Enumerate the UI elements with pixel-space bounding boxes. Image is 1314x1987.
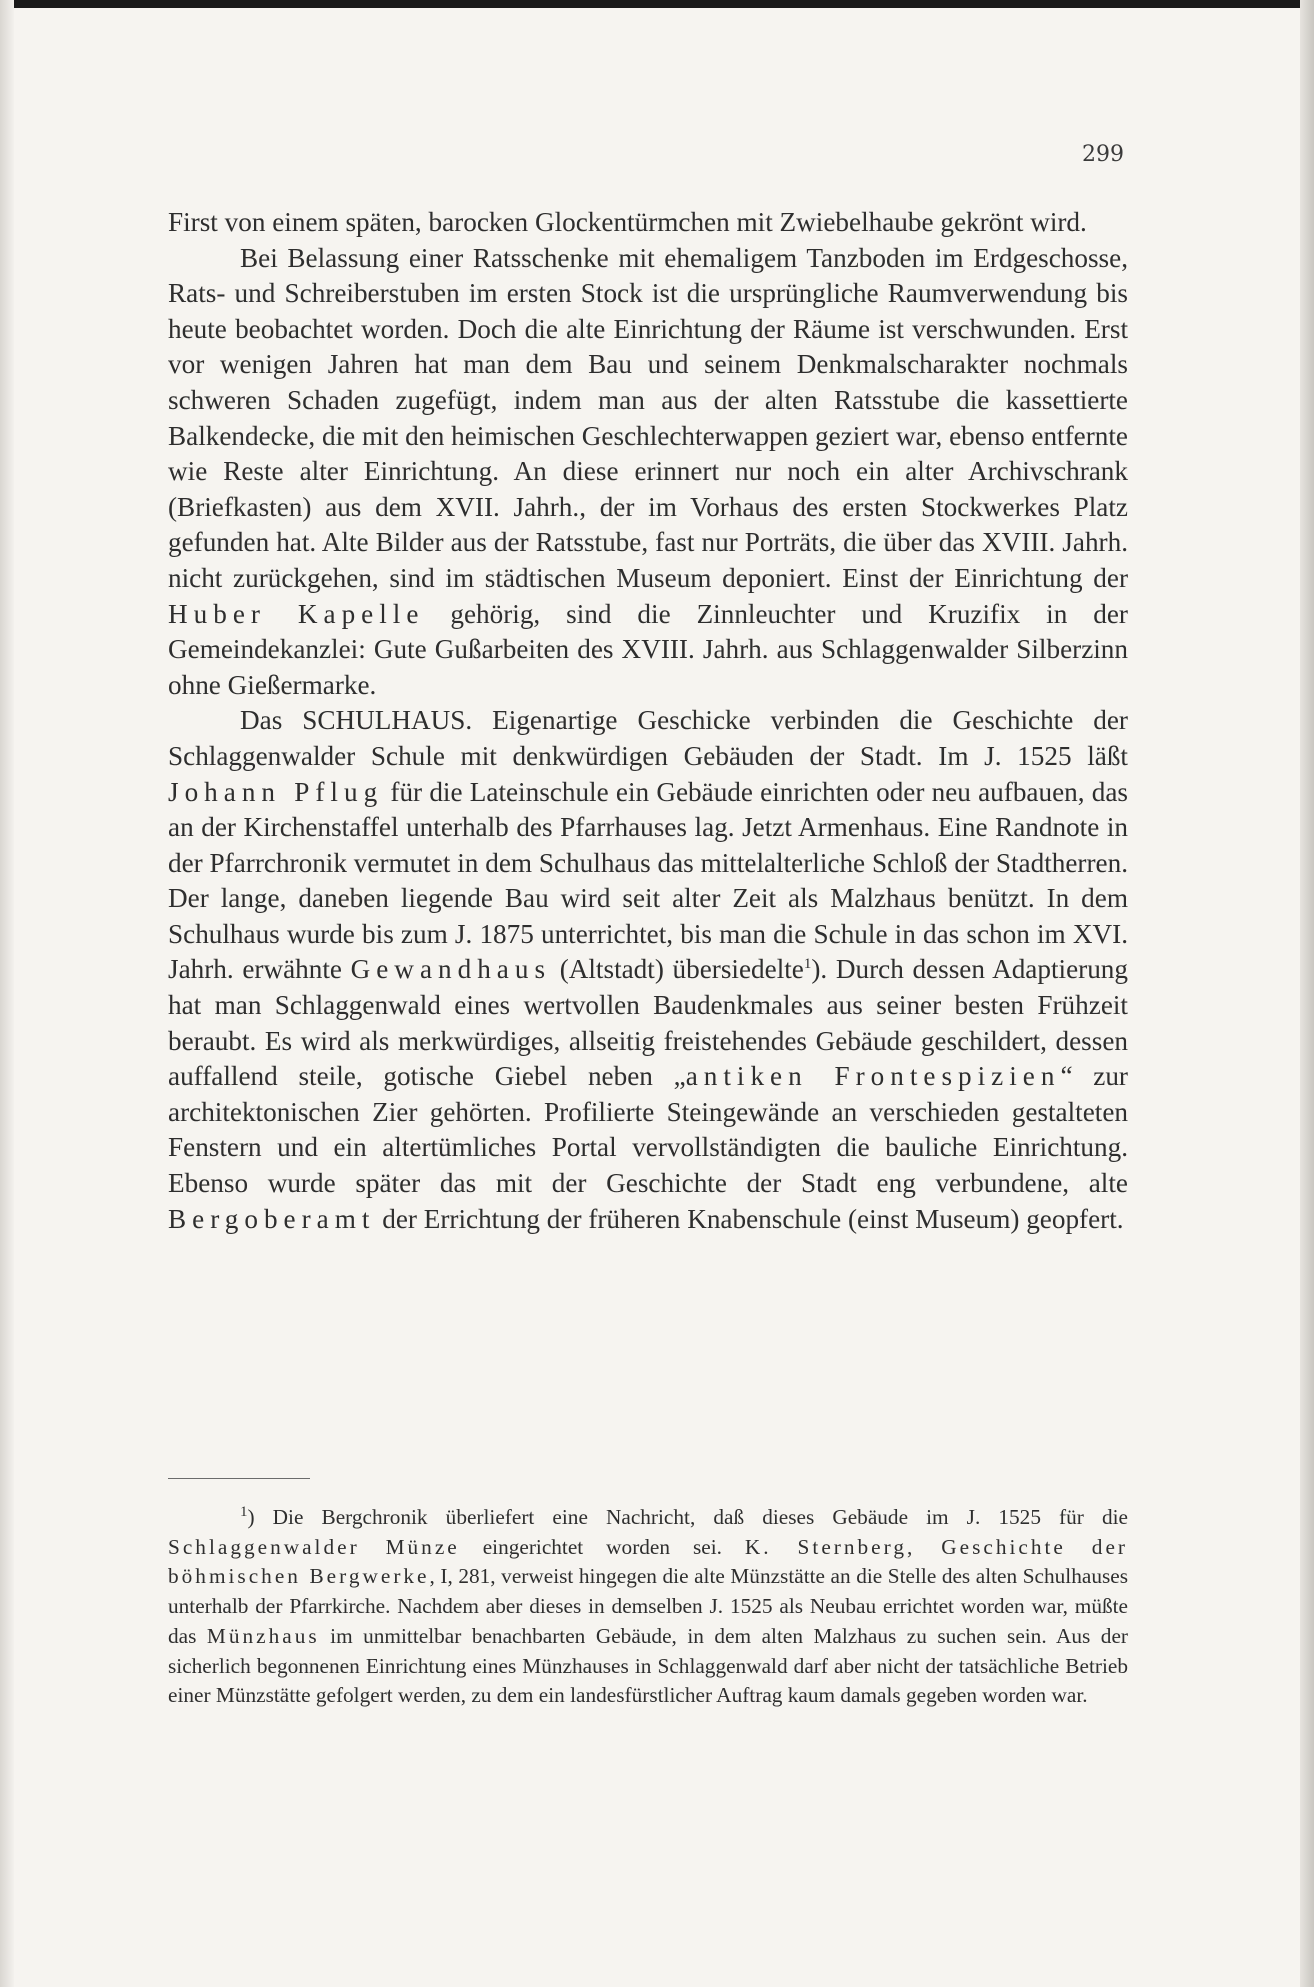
footnote-spaced-sternberg: K. Sternberg, Geschichte der böhmischen Bergwerke [168, 1534, 1128, 1589]
spaced-name-bergoberamt: Bergoberamt [168, 1203, 376, 1234]
page-top-edge [0, 0, 1314, 8]
paragraph-3-text-b: für die Lateinschule ein Gebäude einrichten oder neu aufbauen, das an der Kirchenstaffel unterhalb des Pfarrhauses lag. Jetzt Armenhaus. Eine Randnote in der Pfarrchronik vermutet in dem Schulhaus das mittelalterliche Schloß der Stadtherren. Der lange, daneben liegende Bau wird seit alter Zeit als Malzhaus benützt. In dem Schulhaus wurde bis zum J. 1875 unterrichtet, bis man die Schule in das schon im XVI. Jahrh. erwähnte [168, 776, 1129, 985]
footnote-spaced-muenze: Schlaggenwalder Münze [168, 1534, 460, 1559]
footnote-mark: 1 [240, 1503, 248, 1520]
footnote-spaced-muenzhaus: Münzhaus [206, 1623, 320, 1648]
paragraph-2 [168, 241, 1128, 704]
paragraph-3 [168, 703, 1128, 1237]
paragraph-1 [168, 205, 1128, 241]
footnote-text-d: im unmittelbar benachbarten Gebäude, in dem alten Malzhaus zu suchen sein. Aus der sicherlich begonnenen Einrichtung eines Münzhauses in Schlaggenwald darf aber nicht der tatsächliche Betrieb einer Münzstätte gefolgert werden, zu dem ein landesfürstlicher Auftrag kaum damals gegeben worden war. [168, 1623, 1129, 1708]
paragraph-3-text-a: Das SCHULHAUS. Eigenartige Geschicke verbinden die Geschichte der Schlaggenwalder Schule mit denkwürdigen Gebäuden der Stadt. Im J. 1525 läßt [168, 705, 1128, 771]
spaced-phrase-antiken-frontespizien: antiken Frontespizien [685, 1061, 1061, 1092]
page-number: 299 [1082, 142, 1124, 167]
paragraph-3-text-f: der Errichtung der früheren Knabenschule (einst Museum) geopfert. [375, 1203, 1124, 1234]
paragraph-2-text-a: Bei Belassung einer Ratsschenke mit ehemaligem Tanzboden im Erdgeschosse, Rats- und Schreiberstuben im ersten Stock ist die ursprüngliche Raumverwendung bis heute beobachtet worden. Doch die alte Einrichtung der Räume ist verschwunden. Erst vor wenigen Jahren hat man dem Bau und seinem Denkmalscharakter nochmals schweren Schaden zugefügt, indem man aus der alten Ratsstube die kassettierte Balkendecke, die mit den heimischen Geschlechterwappen geziert war, ebenso entfernte wie Reste alter Einrichtung. An diese erinnert nur noch ein alter Archivschrank (Briefkasten) aus dem XVII. Jahrh., der im Vorhaus des ersten Stockwerkes Platz gefunden hat. Alte Bilder aus der Ratsstube, fast nur Porträts, die über das XVIII. Jahrh. nicht zurückgehen, sind im städtischen Museum deponiert. Einst der Einrichtung der [168, 242, 1128, 593]
spaced-name-gewandhaus: Gewandhaus [350, 954, 552, 985]
paragraph-3-text-e: “ zur architektonischen Zier gehörten. Profilierte Steingewände an verschieden gestalteten Fenstern und ein altertümliches Portal vervollständigten die bauliche Einrichtung. Ebenso wurde später das mit der Geschichte der Stadt eng verbundene, alte [168, 1061, 1128, 1199]
paragraph-3-text-d: ). Durch dessen Adaptierung hat man Schlaggenwald eines wertvollen Baudenkmales aus seiner besten Frühzeit beraubt. Es wird als merkwürdiges, allseitig freistehendes Gebäude geschildert, dessen auffallend steile, gotische Giebel neben „ [168, 954, 1128, 1092]
spaced-name-johann-pflug: Johann Pflug [168, 776, 384, 807]
page-left-edge [0, 0, 14, 1987]
footnote [168, 1503, 1128, 1711]
spaced-name-huber-kapelle: Huber Kapelle [168, 598, 425, 629]
footnote-paragraph [168, 1503, 1128, 1711]
body-text [168, 205, 1128, 1237]
footnote-divider [168, 1478, 310, 1479]
paragraph-2-text-b: gehörig, sind die Zinnleuchter und Kruzifix in der Gemeindekanzlei: Gute Gußarbeiten des XVIII. Jahrh. aus Schlaggenwalder Silberzinn ohne Gießermarke. [168, 598, 1128, 700]
footnote-text-c: , I, 281, verweist hingegen die alte Münzstätte an die Stelle des alten Schulhauses unterhalb der Pfarrkirche. Nachdem aber dieses in demselben J. 1525 als Neubau errichtet worden war, müßte das [168, 1564, 1128, 1648]
page-right-edge [1300, 0, 1314, 1987]
paragraph-3-text-c: (Altstadt) übersiedelte [551, 954, 804, 985]
footnote-text-a: ) Die Bergchronik überliefert eine Nachricht, daß dieses Gebäude im J. 1525 für die [247, 1505, 1128, 1529]
paragraph-1-text: First von einem späten, barocken Glockentürmchen mit Zwiebelhaube gekrönt wird. [168, 207, 1087, 237]
footnote-reference: 1 [803, 956, 812, 973]
footnote-text-b: eingerichtet worden sei. [459, 1534, 745, 1559]
